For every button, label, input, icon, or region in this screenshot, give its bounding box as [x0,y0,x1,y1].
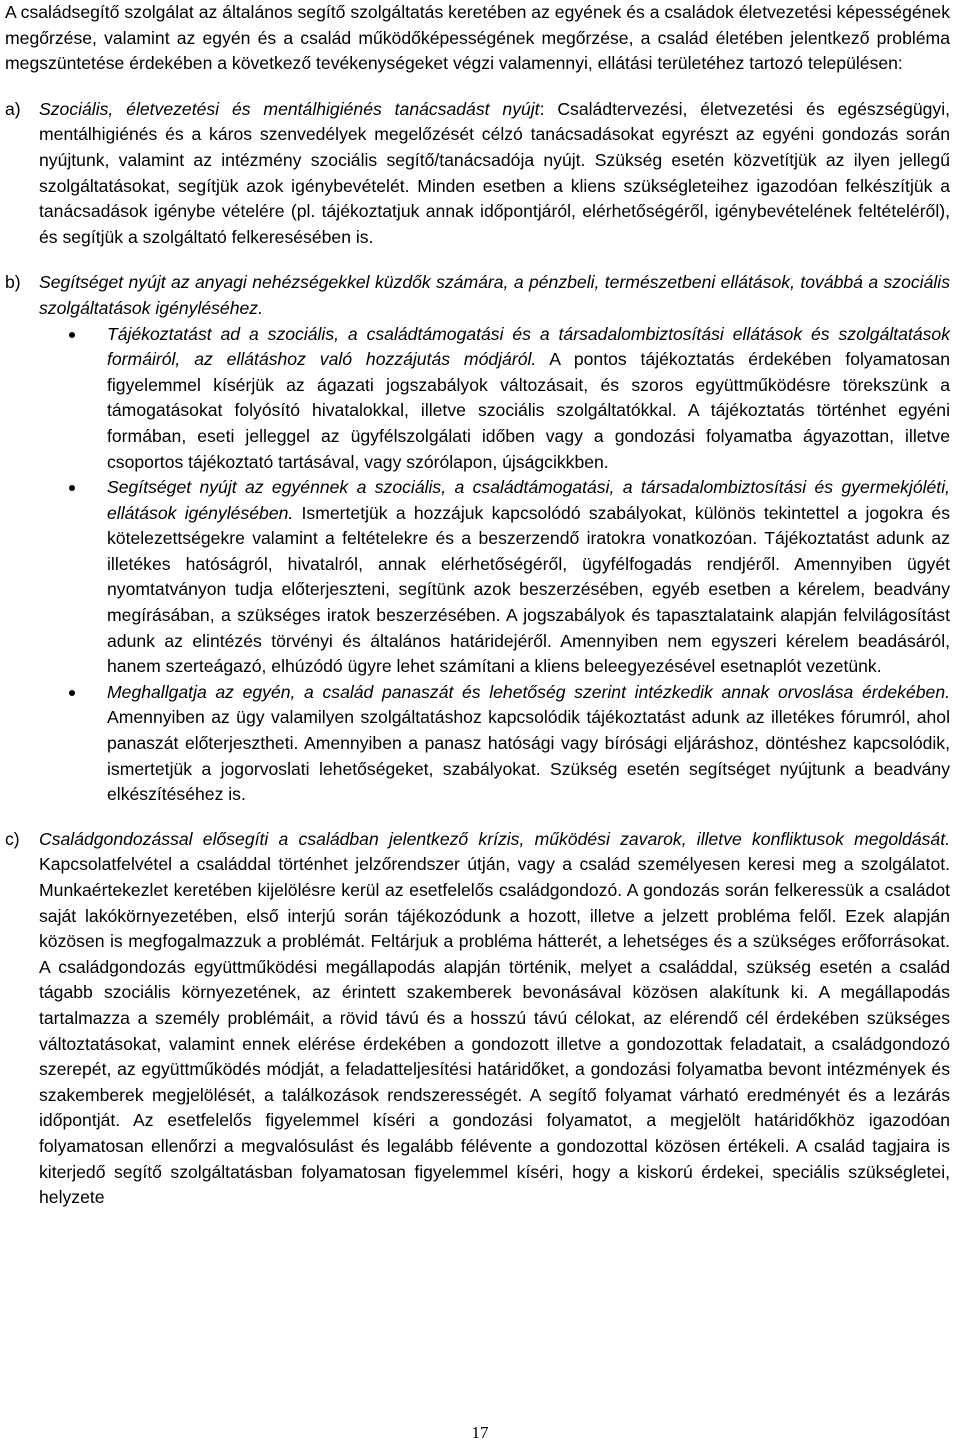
bullet-text [107,322,950,476]
item-b [5,270,950,807]
item-a-title: Szociális, életvezetési és mentálhigiénés tanácsadást nyújt [39,98,540,119]
item-a-body [39,97,950,251]
list-item [39,680,950,808]
page-number: 17 [471,1423,489,1442]
bullet-body: A pontos tájékoztatás érdekében folyamatosan figyelemmel kísérjük az ágazati jogszabályok változásait, és szoros együttműködésre törekszünk a támogatásokat folyósító hivatalokkal, illetve szociális szolgáltatókkal. A tájékoztatás történhet egyéni formában, eseti jelleggel az ügyfélszolgálati időben vagy a gondozási folyamatba ágyazottan, illetve csoportos tájékoztató tartásával, vagy szórólapon, újságcikkben. [107,349,950,472]
item-c-text: Kapcsolatfelvétel a családdal történhet jelzőrendszer útján, vagy a család személyesen keresi meg a szolgálatot. Munkaértekezlet keretében kijelölésre kerül az esetfelelős családgondozó. A gondozás során felkeressük a családot saját lakókörnyezetében, első interjú során tájékozódunk a hozott, illetve a jelzett probléma felől. Ezek alapján közösen is megfogalmazzuk a problémát. Feltárjuk a probléma hátterét, a lehetséges és a szükséges erőforrásokat. A családgondozás együttműködési megállapodás alapján történik, melyet a családdal, szükség esetén a család tágabb szociális környezetének, az érintett szakemberek bevonásával közösen alakítunk ki. A megállapodás tartalmazza a személy problémáit, a rövid távú és a hosszú távú célokat, az elérendő cél érdekében szükséges változtatásokat, valamint ennek elérése érdekében a gondozott illetve a gondozottak feladatait, a családgondozó szerepét, az együttműködés módját, a feladatteljesítési határidőket, a gondozási folyamatba bevont intézmények és szakemberek megjelölését, a találkozások rendszerességét. A segítő folyamat várható eredményét és a lezárás időpontját. Az esetfelelős figyelemmel kíséri a gondozási folyamatot, a megjelölt határidőkhöz igazodóan folyamatosan ellenőrzi a megvalósulást és legalább félévente a gondozottal közösen értékeli. A család tagjaira is kiterjedő segítő szolgáltatásban folyamatosan figyelemmel kíséri, hogy a kiskorú érdekei, speciális szükségletei, helyzete [39,854,950,1208]
bullet-icon [39,322,107,476]
bullet-body: Amennyiben az ügy valamilyen szolgáltatáshoz kapcsolódik tájékoztatást adunk az illetékes fórumról, ahol panaszát előterjesztheti. Amennyiben a panasz hatósági vagy bírósági eljáráshoz, döntéshez kapcsolódik, ismertetjük a jogorvoslati lehetőségeket, szabályokat. Szükség esetén segítséget nyújtunk a beadvány elkészítéséhez is. [107,707,950,805]
item-b-label: b) [5,272,21,293]
item-b-title [39,270,950,321]
bullet-body: Ismertetjük a hozzájuk kapcsolódó szabályokat, különös tekintettel a jogokra és kötelezettségekre valamint a feltételekre és a beszerzendő iratokra vonatkozóan. Tájékoztatást adunk az illetékes hatóságról, hivatalról, annak elérhetőségéről, ügyfélfogadás rendjéről. Amennyiben ügyét nyomtatványon tudja előterjeszteni, segítünk azok beszerzésében, egyéb esetben a kérelem, beadvány megírásában, a szükséges iratok beszerzésében. A jogszabályok és tapasztalataink alapján felvilágosítást adunk az elintézés törvényi és általános határidejéről. Amennyiben nem egyszeri kérelem beadásáról, hanem szerteágazó, elhúzódó ügyre lehet számítani a kliens beleegyezésével esetnaplót vezetünk. [107,502,950,677]
bullet-icon [39,475,107,680]
item-b-title-text: Segítséget nyújt az anyagi nehézségekkel küzdők számára, a pénzbeli, természetbeni ellátások, továbbá a szociális szolgáltatások igényléséhez. [39,272,950,318]
item-b-bullet-list [39,322,950,808]
list-item [39,322,950,476]
item-b-body [39,270,950,807]
bullet-text [107,475,950,680]
bullet-text [107,680,950,808]
intro-paragraph: A családsegítő szolgálat az általános segítő szolgáltatás keretében az egyének és a családok életvezetési képességének megőrzése, valamint az egyén és a család működőképességének megőrzése, a család életében jelentkező probléma megszüntetése érdekében a következő tevékenységeket végzi valamennyi, ellátási területéhez tartozó településen: [5,2,950,74]
item-c-title: Családgondozással elősegíti a családban jelentkező krízis, működési zavarok, illetve konfliktusok megoldását. [39,828,950,849]
item-a [5,97,950,251]
bullet-icon [39,680,107,808]
item-a-text: : Családtervezési, életvezetési és egészségügyi, mentálhigiénés és a káros szenvedélyek megelőzését célzó tanácsadásokat egyrészt az egyéni gondozás során nyújtunk, valamint az intézmény szociális segítő/tanácsadója nyújt. Szükség esetén közvetítjük az ilyen jellegű szolgáltatásokat, segítjük azok igénybevételét. Minden esetben a kliens szükségleteihez igazodóan felkészítjük a tanácsadások igénybe vételére (pl. tájékoztatjuk annak időpontjáról, elérhetőségéről, igénybevételének feltételéről), és segítjük a szolgáltató felkeresésében is. [39,98,950,247]
item-c-label: c) [5,828,20,849]
item-c [5,827,950,1211]
bullet-title: Tájékoztatást ad a szociális, a családtámogatási és a társadalombiztosítási ellátások és szolgáltatások formáiról, az ellátáshoz való hozzájutás módjáról. [107,323,950,370]
item-c-body [39,827,950,1211]
item-a-label: a) [5,98,21,119]
bullet-title: Segítséget nyújt az egyénnek a szociális, a családtámogatási, a társadalombiztosítási és gyermekjóléti, ellátások igénylésében. [107,477,950,523]
bullet-title: Meghallgatja az egyén, a család panaszát és lehetőség szerint intézkedik annak orvoslása érdekében. [107,681,950,702]
list-item [39,475,950,680]
